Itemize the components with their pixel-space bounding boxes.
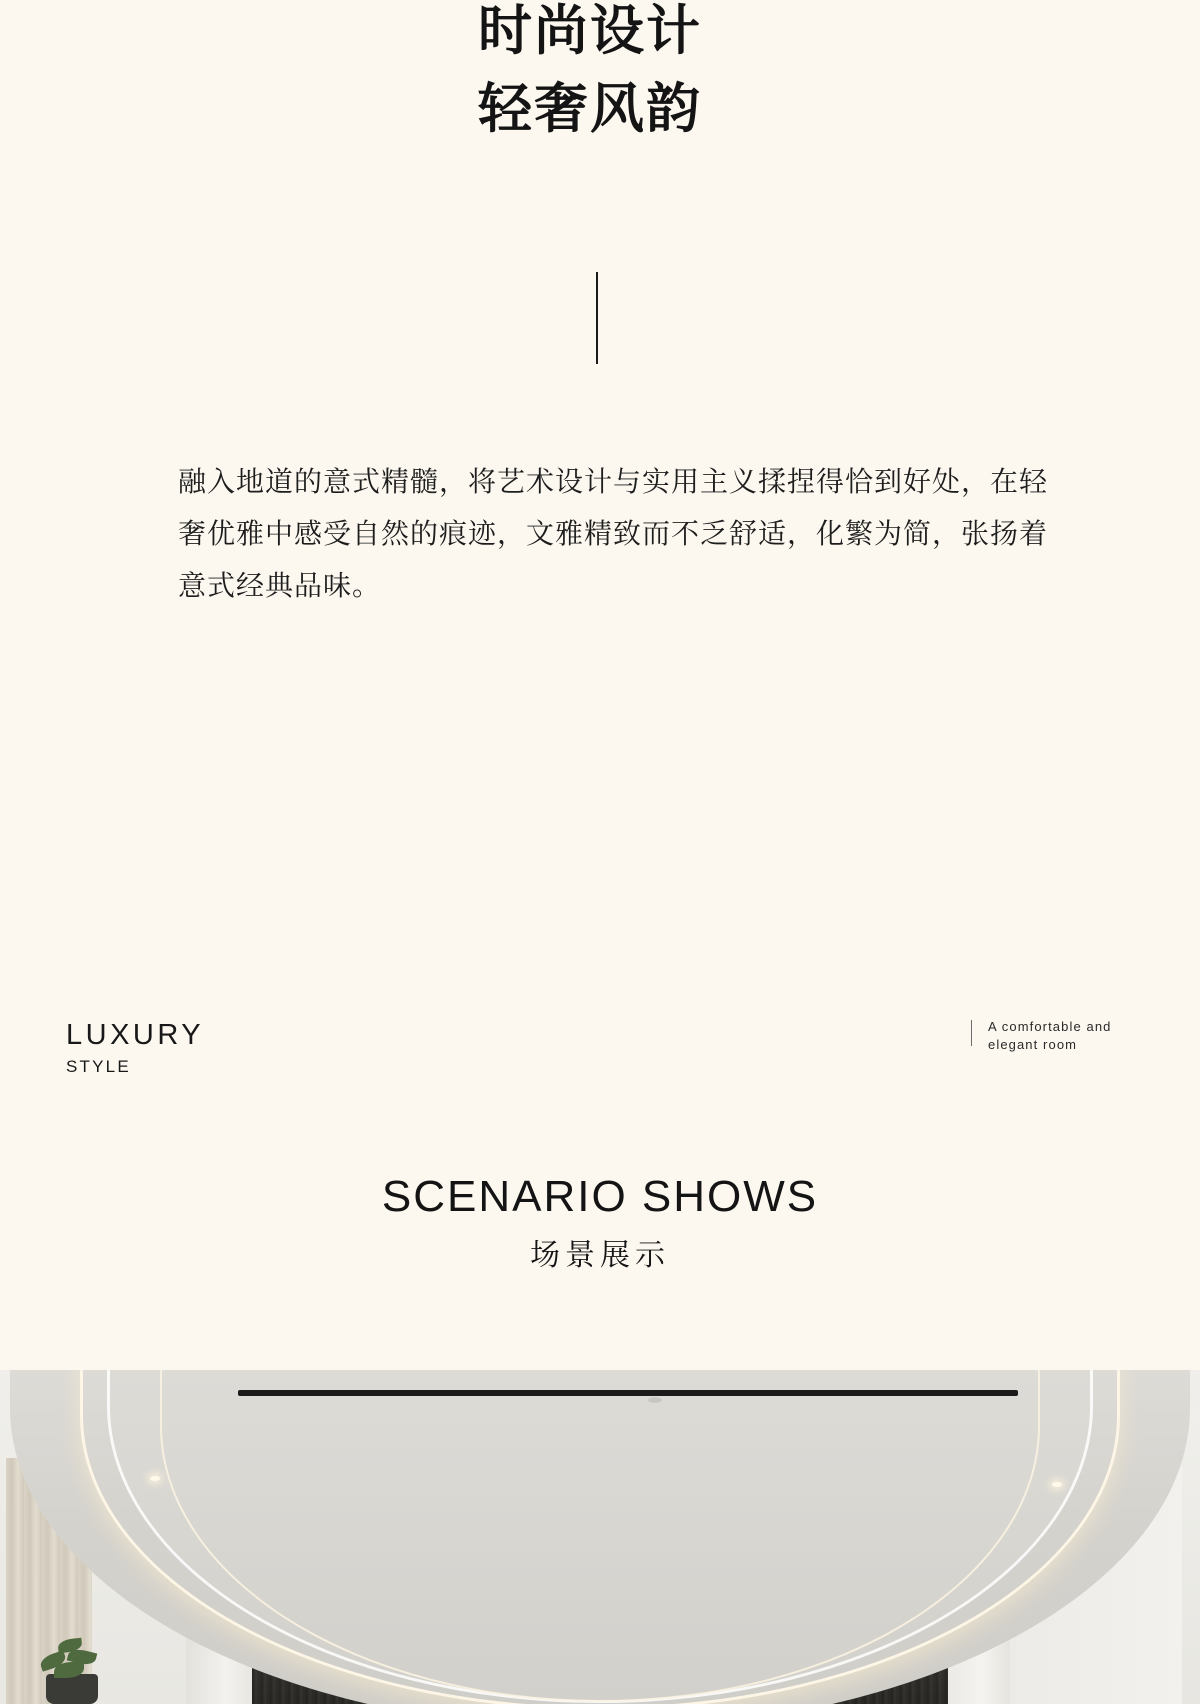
downlight-icon	[1052, 1482, 1062, 1487]
vertical-divider	[596, 272, 598, 364]
scenario-title-en: SCENARIO SHOWS	[381, 1172, 819, 1221]
description-paragraph: 融入地道的意式精髓，将艺术设计与实用主义揉捏得恰到好处，在轻奢优雅中感受自然的痕迹，文雅精致而不乏舒适，化繁为简，张扬着意式经典品味。	[178, 466, 1049, 601]
headline-line-2: 轻奢风韵	[478, 79, 702, 139]
headline-block	[478, 0, 1078, 148]
caption-text: A comfortable and elegant room	[988, 1019, 1112, 1052]
headline-line-1: 时尚设计	[478, 1, 702, 61]
room-caption	[971, 1018, 1138, 1054]
scenario-section	[0, 1168, 1200, 1282]
downlight-icon	[150, 1476, 160, 1481]
ceiling-linear-light	[238, 1390, 1018, 1396]
luxury-style-mark	[66, 1018, 204, 1080]
caption-divider-icon	[971, 1020, 972, 1046]
plant-pot	[46, 1674, 98, 1704]
interior-photo	[0, 1370, 1200, 1704]
scenario-title-cn: 场景展示	[530, 1239, 670, 1272]
luxury-label: LUXURY	[66, 1019, 205, 1051]
style-label: STYLE	[66, 1057, 131, 1076]
ceiling-spotlight-icon	[648, 1397, 662, 1403]
